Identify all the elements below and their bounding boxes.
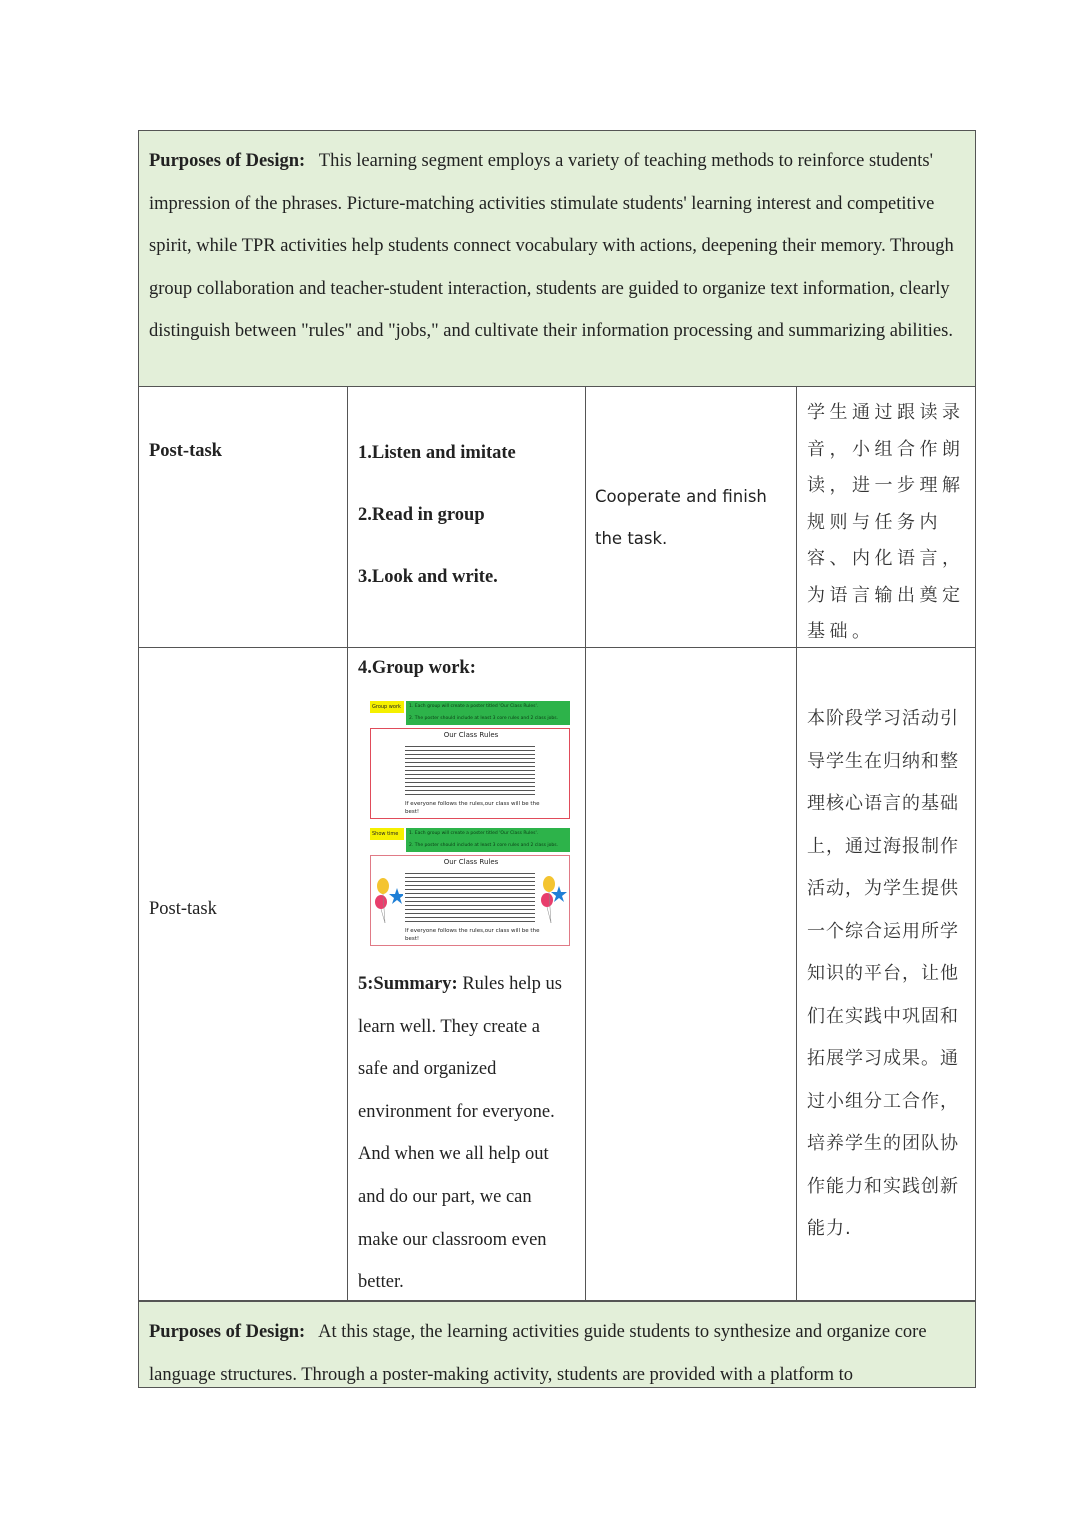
purpose-text: This learning segment employs a variety of teaching methods to reinforce students' impression of the phrases. Picture-matching activities stimulate students' learning interest and competitive spirit, while TPR activities help students connect vocabulary with actions, deepening their memory. Through group collaboration and teacher-student interaction, students are guided to organize text information, clearly distinguish between "rules" and "jobs," and cultivate their information processing and summarizing abilities. <box>149 151 954 341</box>
poster-image-group-work <box>370 701 572 821</box>
poster-footer: If everyone follows the rules,our class will be the best! <box>405 928 540 942</box>
stage-label: Post-task <box>149 899 217 919</box>
design-purpose-cell <box>797 387 975 647</box>
summary-body: Rules help us learn well. They create a safe and organized environment for everyone. And when we all help out and do our part, we can make our classroom even better. <box>358 974 563 1293</box>
step-item: 1.Listen and imitate <box>358 443 516 463</box>
summary-text <box>358 963 573 1304</box>
poster-tag: Show time <box>370 828 404 840</box>
balloons-icon <box>537 868 567 928</box>
teacher-activity-cell <box>348 648 586 1300</box>
purpose-of-design-2 <box>139 1301 975 1387</box>
design-purpose-text: 本阶段学习活动引导学生在归纳和整理核心语言的基础上，通过海报制作活动，为学生提供一个综合运用所学知识的平台，让他们在实践中巩固和拓展学习成果。通过小组分工合作，培养学生的团队协作能力和实践创新能力. <box>807 708 959 1239</box>
poster-image-show-time <box>370 828 572 948</box>
teacher-activity-cell <box>348 387 586 647</box>
poster-instructions <box>406 828 570 852</box>
table-row <box>139 387 975 648</box>
student-activity-cell <box>586 648 797 1300</box>
poster-frame <box>370 728 570 819</box>
balloons-icon <box>373 868 403 928</box>
student-activity-text: Cooperate and finish the task. <box>595 487 767 548</box>
purpose-label: Purposes of Design: <box>149 151 306 171</box>
summary-label: 5:Summary: <box>358 974 458 994</box>
purpose-of-design-1 <box>139 131 975 387</box>
step-item: 3.Look and write. <box>358 567 498 587</box>
step-list <box>358 443 516 629</box>
stage-cell <box>139 387 348 647</box>
group-work-label: 4.Group work: <box>358 658 476 678</box>
lesson-plan-table <box>138 130 976 1388</box>
instruction-line: 2. The poster should include at least 3 core rules and 2 class jobs. <box>409 716 559 721</box>
instruction-line: 2. The poster should include at least 3 core rules and 2 class jobs. <box>409 843 559 848</box>
instruction-line: 1. Each group will create a poster titled 'Our Class Rules'. <box>409 704 539 709</box>
purpose-text: At this stage, the learning activities guide students to synthesize and organize core language structures. Through a poster-making activity, students are provided with a platform to <box>149 1322 927 1385</box>
student-activity-cell <box>586 387 797 647</box>
design-purpose-cell <box>797 648 975 1300</box>
writing-lines <box>405 743 535 797</box>
poster-frame <box>370 855 570 946</box>
stage-label: Post-task <box>149 441 222 461</box>
writing-lines <box>405 870 535 924</box>
design-purpose-text: 学生通过跟读录音，小组合作朗读，进一步理解规则与任务内容、内化语言，为语言输出奠定基础。 <box>807 402 965 642</box>
table-row <box>139 648 975 1301</box>
instruction-line: 1. Each group will create a poster titled 'Our Class Rules'. <box>409 831 539 836</box>
poster-instructions <box>406 701 570 725</box>
poster-title: Our Class Rules <box>443 731 499 739</box>
poster-footer: If everyone follows the rules,our class will be the best! <box>405 801 540 815</box>
purpose-label: Purposes of Design: <box>149 1322 306 1342</box>
stage-cell <box>139 648 348 1300</box>
step-item: 2.Read in group <box>358 505 485 525</box>
poster-title: Our Class Rules <box>443 858 499 866</box>
poster-tag: Group work <box>370 701 404 713</box>
